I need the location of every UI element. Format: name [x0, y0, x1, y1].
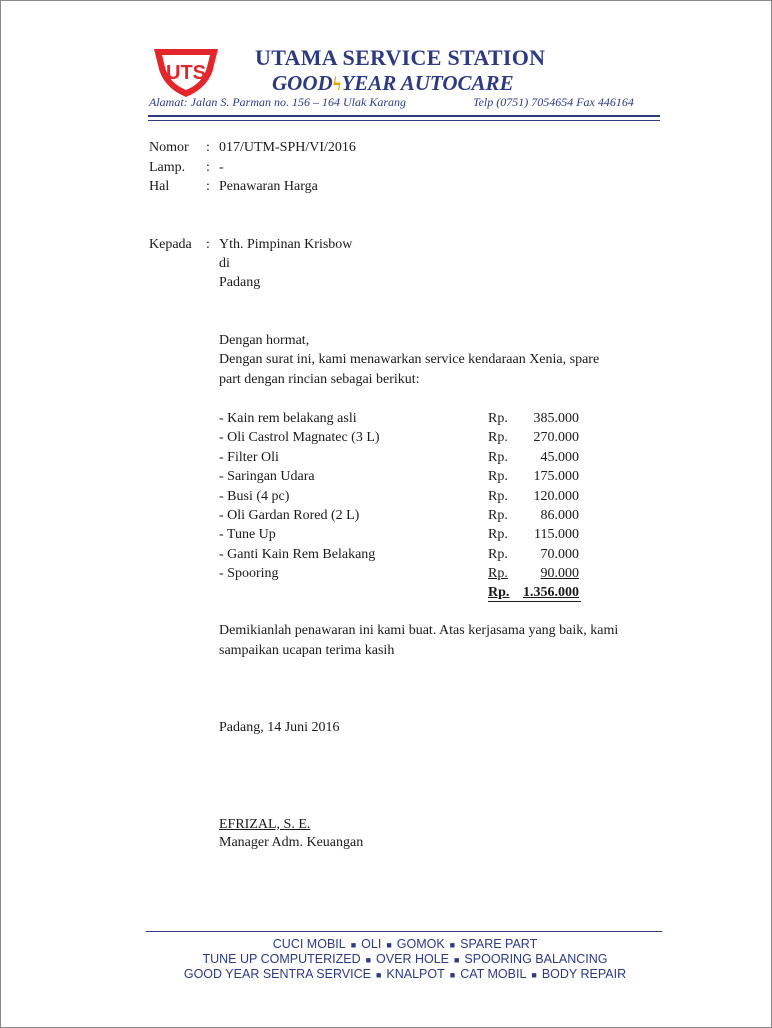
footer-line1: [1, 937, 772, 951]
total-amount-text: 1.356.000: [523, 585, 579, 600]
kepada-label: Kepada: [149, 237, 192, 252]
closing-line1: Demikianlah penawaran ini kami buat. Atas kerjasama yang baik, kami: [219, 623, 619, 638]
item-amount: [498, 547, 579, 563]
item-amount: [498, 508, 579, 524]
item-amount-text: 70.000: [540, 547, 579, 562]
footer-rule: [146, 931, 662, 932]
footer-bullet-icon: ■: [449, 970, 456, 980]
lamp-separator: :: [206, 160, 210, 175]
item-amount-text: 270.000: [533, 430, 579, 445]
item-name: - Oli Castrol Magnatec (3 L): [219, 430, 380, 445]
recipient-line1: Yth. Pimpinan Krisbow: [219, 237, 353, 252]
footer-bullet-icon: ■: [375, 970, 382, 980]
closing-line2: sampaikan ucapan terima kasih: [219, 643, 395, 658]
footer-line3: [1, 967, 772, 981]
nomor-label: Nomor: [149, 140, 189, 155]
item-currency: Rp.: [488, 547, 508, 562]
lamp-value: -: [219, 160, 224, 175]
kepada-separator: :: [206, 237, 210, 252]
item-name: - Saringan Udara: [219, 469, 315, 484]
recipient-line2: di: [219, 256, 230, 271]
signatory-position: Manager Adm. Keuangan: [219, 835, 364, 850]
item-amount: [498, 527, 579, 543]
footer-bullet-icon: ■: [531, 970, 537, 980]
item-amount: [498, 411, 579, 427]
total-amount: [498, 585, 579, 601]
item-amount: [498, 566, 579, 582]
nomor-value: 017/UTM-SPH/VI/2016: [219, 140, 356, 155]
footer-service-label: GOMOK: [396, 937, 445, 951]
hal-separator: :: [206, 179, 210, 194]
footer-bullet-icon: ■: [449, 940, 456, 950]
footer-service-label: TUNE UP COMPUTERIZED: [202, 952, 361, 966]
item-currency: Rp.: [488, 411, 508, 426]
footer-bullet-icon: ■: [386, 940, 392, 950]
item-name: - Tune Up: [219, 527, 276, 542]
footer-bullet-icon: ■: [453, 955, 460, 965]
header-rule-thin: [148, 120, 660, 121]
total-underline: [488, 601, 581, 602]
footer-service-label: OVER HOLE: [376, 952, 449, 966]
item-currency: Rp.: [488, 508, 508, 523]
company-address: Alamat: Jalan S. Parman no. 156 – 164 Ulak Karang: [149, 95, 406, 109]
footer-service-label: SPARE PART: [460, 937, 538, 951]
item-amount: [498, 450, 579, 466]
hal-value: Penawaran Harga: [219, 179, 318, 194]
item-amount-text: 45.000: [540, 450, 579, 465]
item-amount: [498, 469, 579, 485]
footer-service-label: SPOORING BALANCING: [464, 952, 608, 966]
footer-service-label: CAT MOBIL: [460, 967, 527, 981]
company-subtitle: [272, 71, 514, 96]
subtitle-part2: YEAR AUTOCARE: [341, 71, 514, 95]
item-amount-text: 120.000: [533, 489, 579, 504]
company-logo: [152, 43, 220, 99]
company-name: UTAMA SERVICE STATION: [255, 45, 546, 70]
item-name: - Spooring: [219, 566, 279, 581]
item-currency: Rp.: [488, 469, 508, 484]
item-amount-text: 90.000: [540, 566, 579, 581]
item-name: - Busi (4 pc): [219, 489, 290, 504]
footer-service-label: GOOD YEAR SENTRA SERVICE: [183, 967, 371, 981]
intro-line1: Dengan surat ini, kami menawarkan service kendaraan Xenia, spare: [219, 352, 600, 367]
signatory-name: EFRIZAL, S. E.: [219, 817, 311, 832]
footer-service-label: KNALPOT: [386, 967, 445, 981]
item-amount-text: 86.000: [540, 508, 579, 523]
item-amount: [498, 489, 579, 505]
hal-label: Hal: [149, 179, 170, 194]
item-currency: Rp.: [488, 450, 508, 465]
footer-bullet-icon: ■: [365, 955, 372, 965]
item-amount-text: 175.000: [533, 469, 579, 484]
footer-service-label: BODY REPAIR: [541, 967, 627, 981]
item-currency: Rp.: [488, 566, 508, 581]
item-currency: Rp.: [488, 527, 508, 542]
header-rule-thick: [148, 115, 660, 117]
company-phone: Telp (0751) 7054654 Fax 446164: [473, 95, 634, 109]
place-date: Padang, 14 Juni 2016: [219, 720, 340, 735]
footer-service-label: OLI: [361, 937, 382, 951]
intro-line2: part dengan rincian sebagai berikut:: [219, 372, 420, 387]
recipient-line3: Padang: [219, 275, 261, 290]
item-name: - Filter Oli: [219, 450, 279, 465]
footer-bullet-icon: ■: [350, 940, 357, 950]
item-name: - Ganti Kain Rem Belakang: [219, 547, 376, 562]
item-currency: Rp.: [488, 430, 508, 445]
item-currency: Rp.: [488, 489, 508, 504]
item-name: - Oli Gardan Rored (2 L): [219, 508, 360, 523]
item-amount-text: 115.000: [534, 527, 579, 542]
footer-line2: [1, 952, 772, 966]
item-amount-text: 385.000: [533, 411, 579, 426]
footer-service-label: CUCI MOBIL: [272, 937, 346, 951]
subtitle-part1: GOOD: [272, 71, 333, 95]
item-amount: [498, 430, 579, 446]
nomor-separator: :: [206, 140, 210, 155]
item-name: - Kain rem belakang asli: [219, 411, 357, 426]
total-currency: Rp.: [488, 585, 510, 600]
logo-text: UTS: [166, 62, 206, 84]
lamp-label: Lamp.: [149, 160, 186, 175]
lightning-bolt-icon: ϟ: [332, 74, 342, 95]
greeting: Dengan hormat,: [219, 333, 310, 348]
